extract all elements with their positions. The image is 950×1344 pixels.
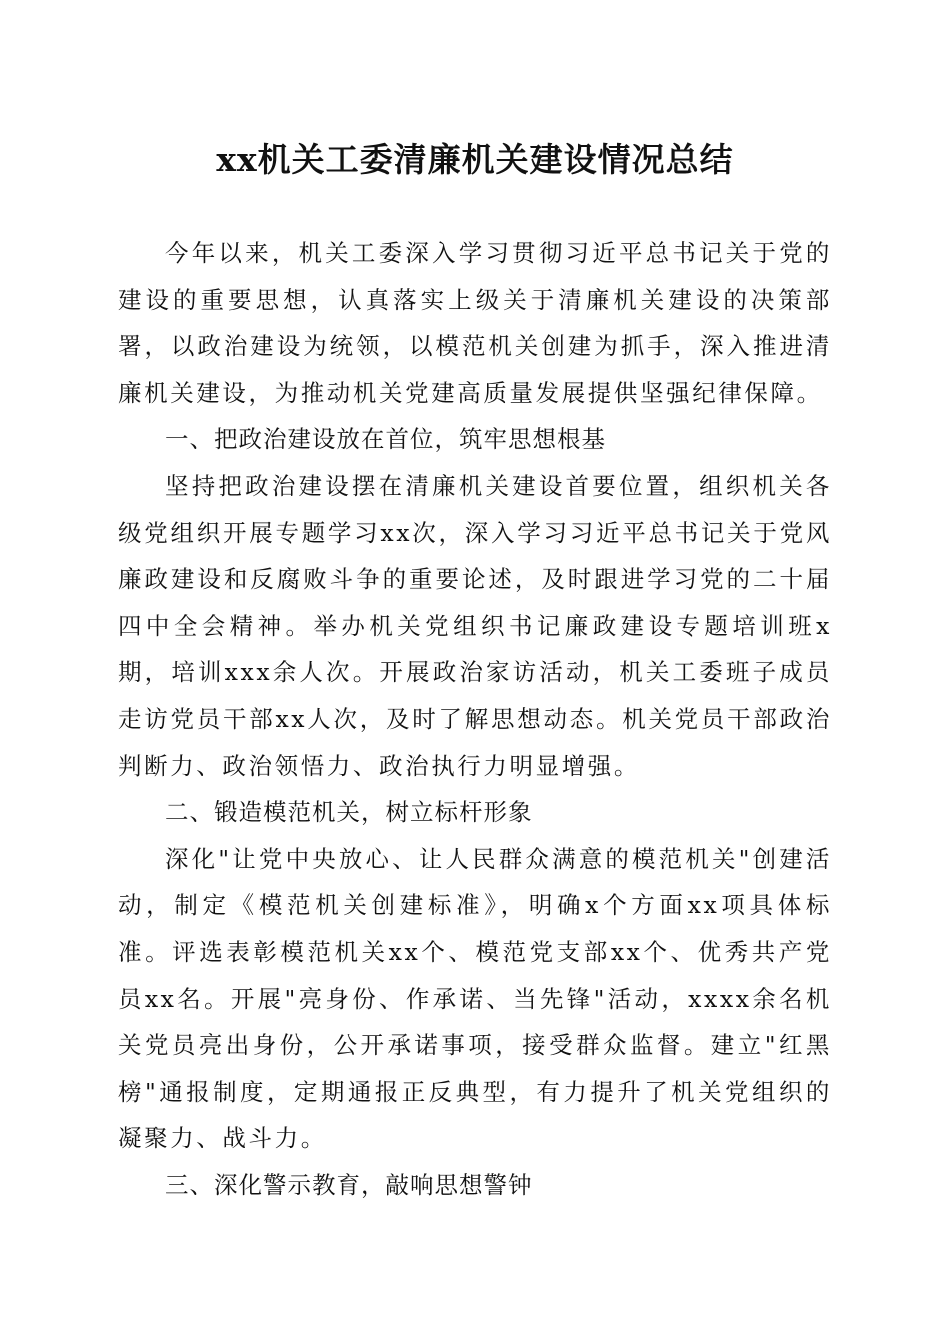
document-title: xx机关工委清廉机关建设情况总结 [216, 140, 734, 179]
section-3-heading: 三、深化警示教育，敲响思想警钟 [165, 1170, 533, 1199]
section-1-heading: 一、把政治建设放在首位，筑牢思想根基 [165, 425, 606, 454]
document-body [118, 230, 832, 1208]
intro-paragraph: 今年以来，机关工委深入学习贯彻习近平总书记关于党的建设的重要思想，认真落实上级关于清廉机关建设的决策部署，以政治建设为统领，以模范机关创建为抓手，深入推进清廉机关建设，为推动机关党建高质量发展提供坚强纪律保障。 [118, 239, 832, 407]
section-2-heading: 二、锻造模范机关，树立标杆形象 [165, 798, 533, 827]
section-1-paragraph: 坚持把政治建设摆在清廉机关建设首要位置，组织机关各级党组织开展专题学习xx次，深入学习习近平总书记关于党风廉政建设和反腐败斗争的重要论述，及时跟进学习党的二十届四中全会精神。举办机关党组织书记廉政建设专题培训班x期，培训xxx余人次。开展政治家访活动，机关工委班子成员走访党员干部xx人次，及时了解思想动态。机关党员干部政治判断力、政治领悟力、政治执行力明显增强。 [118, 471, 832, 780]
section-2-paragraph: 深化"让党中央放心、让人民群众满意的模范机关"创建活动，制定《模范机关创建标准》，明确x个方面xx项具体标准。评选表彰模范机关xx个、模范党支部xx个、优秀共产党员xx名。开展"亮身份、作承诺、当先锋"活动，xxxx余名机关党员亮出身份，公开承诺事项，接受群众监督。建立"红黑榜"通报制度，定期通报正反典型，有力提升了机关党组织的凝聚力、战斗力。 [118, 844, 832, 1153]
